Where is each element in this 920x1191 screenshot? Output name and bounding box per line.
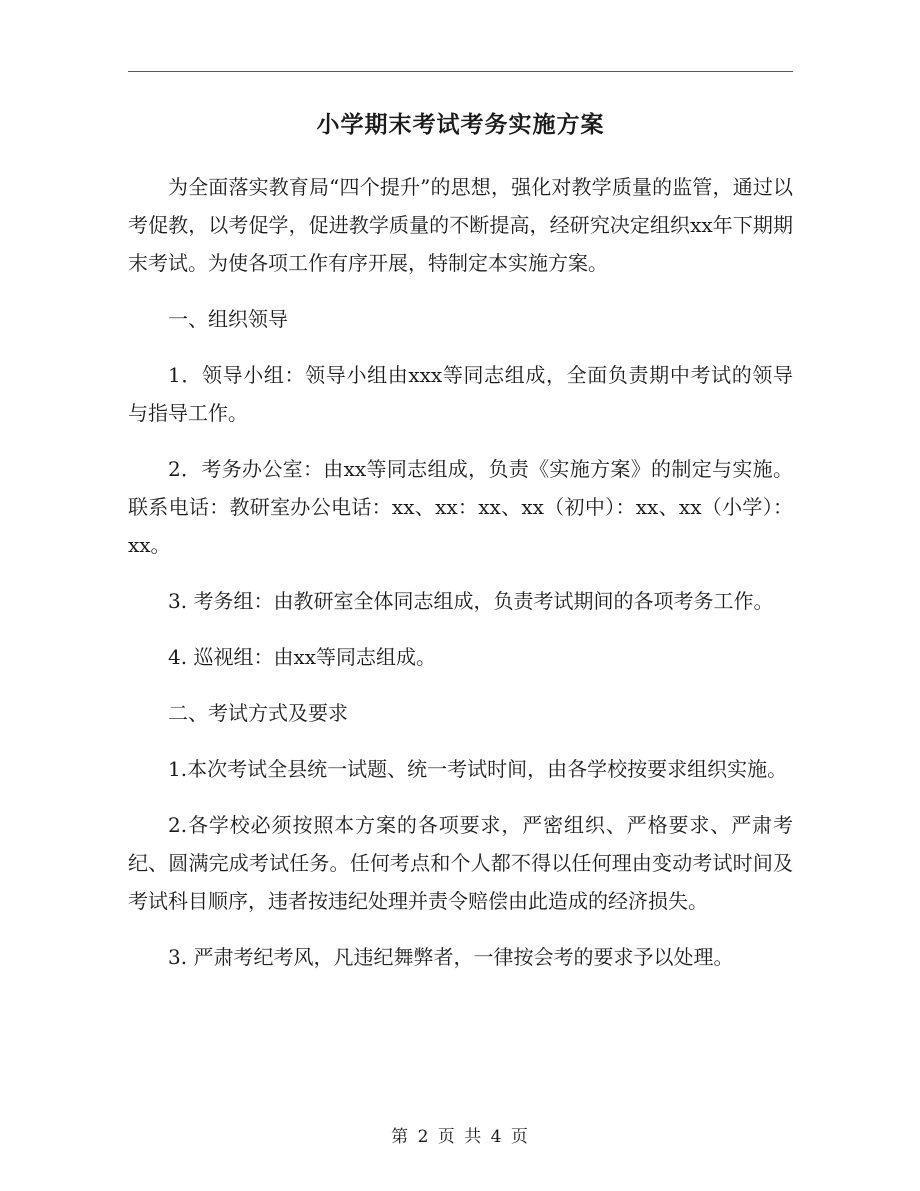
paragraph-leadership-group: 1．领导小组：领导小组由xxx等同志组成，全面负责期中考试的领导与指导工作。 <box>128 363 793 425</box>
paragraph-discipline: 3. 严肃考纪考风，凡违纪舞弊者，一律按会考的要求予以处理。 <box>168 945 734 969</box>
section-heading-exam-method: 二、考试方式及要求 <box>168 701 348 725</box>
paragraph-inspection-group: 4. 巡视组：由xx等同志组成。 <box>168 645 436 669</box>
document-body <box>128 168 793 994</box>
paragraph-school-requirements: 2.各学校必须按照本方案的各项要求，严密组织、严格要求、严肃考纪、圆满完成考试任务。任何考点和个人都不得以任何理由变动考试时间及考试科目顺序，违者按违纪处理并责令赔偿由此造成的经济损失。 <box>128 813 793 913</box>
document-title: 小学期末考试考务实施方案 <box>316 111 605 138</box>
paragraph-exam-office: 2．考务办公室：由xx等同志组成，负责《实施方案》的制定与实施。联系电话：教研室办公电话：xx、xx：xx、xx（初中）：xx、xx（小学）：xx。 <box>128 457 793 557</box>
section-heading-organization: 一、组织领导 <box>168 307 288 331</box>
paragraph-exam-affairs-group: 3. 考务组：由教研室全体同志组成，负责考试期间的各项考务工作。 <box>168 589 774 613</box>
page-footer: 第 2 页 共 4 页 <box>391 1127 530 1147</box>
paragraph-intro: 为全面落实教育局“四个提升”的思想，强化对教学质量的监管，通过以考促教，以考促学，促进教学质量的不断提高，经研究决定组织xx年下期期末考试。为使各项工作有序开展，特制定本实施方案。 <box>128 175 793 275</box>
header-rule <box>128 71 793 72</box>
paragraph-unified-exam: 1.本次考试全县统一试题、统一考试时间，由各学校按要求组织实施。 <box>168 757 788 781</box>
